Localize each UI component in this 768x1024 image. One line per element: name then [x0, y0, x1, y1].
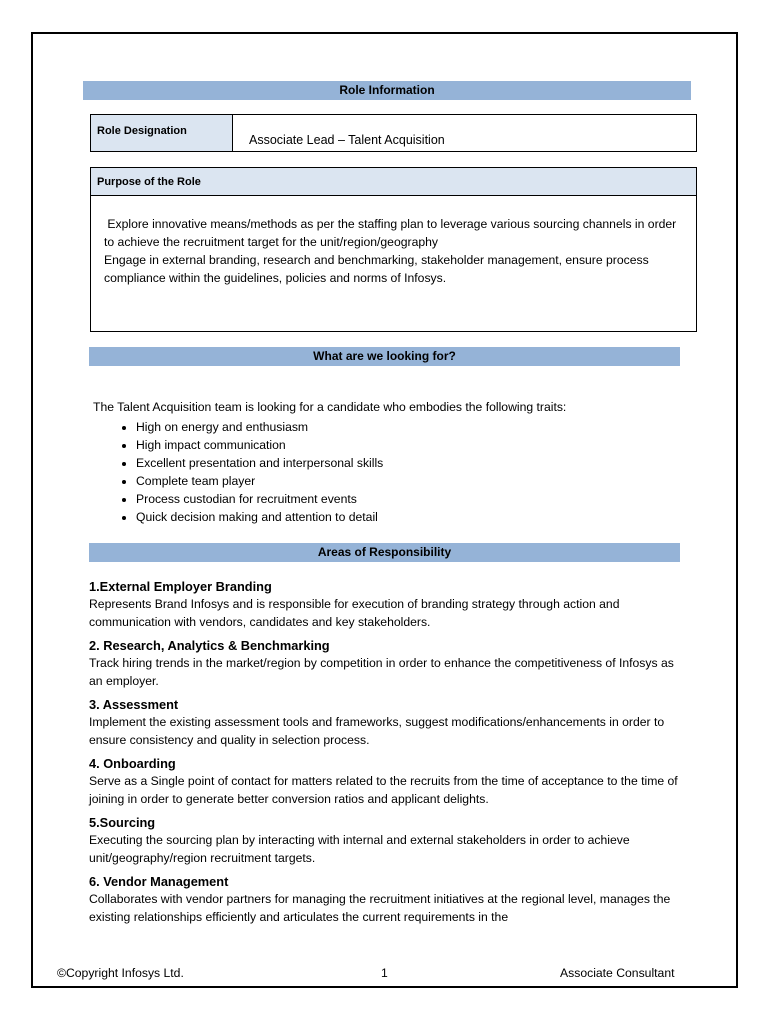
list-item: • Excellent presentation and interpersonal skills — [136, 454, 383, 472]
purpose-text — [104, 215, 682, 287]
list-item: • High on energy and enthusiasm — [136, 418, 383, 436]
footer-page-number: 1 — [381, 966, 388, 980]
purpose-paragraph: Explore innovative means/methods as per the staffing plan to leverage various sourcing channels in order to achieve the recruitment target for the unit/region/geography — [104, 217, 680, 249]
responsibilities-header: Areas of Responsibility — [89, 543, 680, 562]
responsibility-text: Collaborates with vendor partners for managing the recruitment initiatives at the regional level, manages the existing relationships efficiently and articulates the current requirements in the — [89, 892, 671, 924]
list-item: • Quick decision making and attention to detail — [136, 508, 383, 526]
purpose-box — [90, 167, 697, 332]
responsibility-title: 6. Vendor Management — [89, 874, 229, 889]
responsibility-item — [89, 755, 689, 808]
footer-copyright: ©Copyright Infosys Ltd. — [57, 966, 184, 980]
responsibility-title: 5.Sourcing — [89, 815, 156, 830]
role-information-header: Role Information — [83, 81, 691, 100]
purpose-paragraph: Engage in external branding, research and benchmarking, stakeholder management, ensure process compliance within the guidelines, policies and norms of Infosys. — [104, 253, 649, 285]
responsibility-title: 3. Assessment — [89, 697, 179, 712]
looking-for-header: What are we looking for? — [89, 347, 680, 366]
responsibility-item — [89, 696, 689, 749]
responsibility-text: Represents Brand Infosys and is responsible for execution of branding strategy through action and communication with vendors, candidates and key stakeholders. — [89, 597, 620, 629]
responsibility-item — [89, 814, 689, 867]
responsibility-text: Track hiring trends in the market/region by competition in order to enhance the competitiveness of Infosys as an employer. — [89, 656, 674, 688]
responsibility-title: 2. Research, Analytics & Benchmarking — [89, 638, 330, 653]
list-item: • Complete team player — [136, 472, 383, 490]
role-designation-row — [90, 114, 697, 152]
responsibility-title: 1.External Employer Branding — [89, 579, 272, 594]
traits-intro: The Talent Acquisition team is looking for a candidate who embodies the following traits: — [93, 400, 567, 414]
list-item: • Process custodian for recruitment events — [136, 490, 383, 508]
footer-doc-label: Associate Consultant — [560, 966, 675, 980]
traits-list — [93, 418, 383, 526]
responsibility-item — [89, 637, 689, 690]
responsibility-text: Serve as a Single point of contact for matters related to the recruits from the time of acceptance to the time of joining in order to generate better conversion ratios and applicant delights. — [89, 774, 678, 806]
responsibility-text: Implement the existing assessment tools and frameworks, suggest modifications/enhancements in order to ensure consistency and quality in selection process. — [89, 715, 665, 747]
purpose-label: Purpose of the Role — [91, 168, 696, 196]
role-designation-label: Role Designation — [91, 115, 233, 151]
responsibility-item — [89, 578, 689, 631]
responsibility-item — [89, 873, 689, 926]
role-designation-value: Associate Lead – Talent Acquisition — [249, 133, 445, 147]
responsibilities-list — [89, 578, 689, 932]
responsibility-text: Executing the sourcing plan by interacting with internal and external stakeholders in order to achieve unit/geography/region recruitment targets. — [89, 833, 630, 865]
responsibility-title: 4. Onboarding — [89, 756, 176, 771]
list-item: • High impact communication — [136, 436, 383, 454]
